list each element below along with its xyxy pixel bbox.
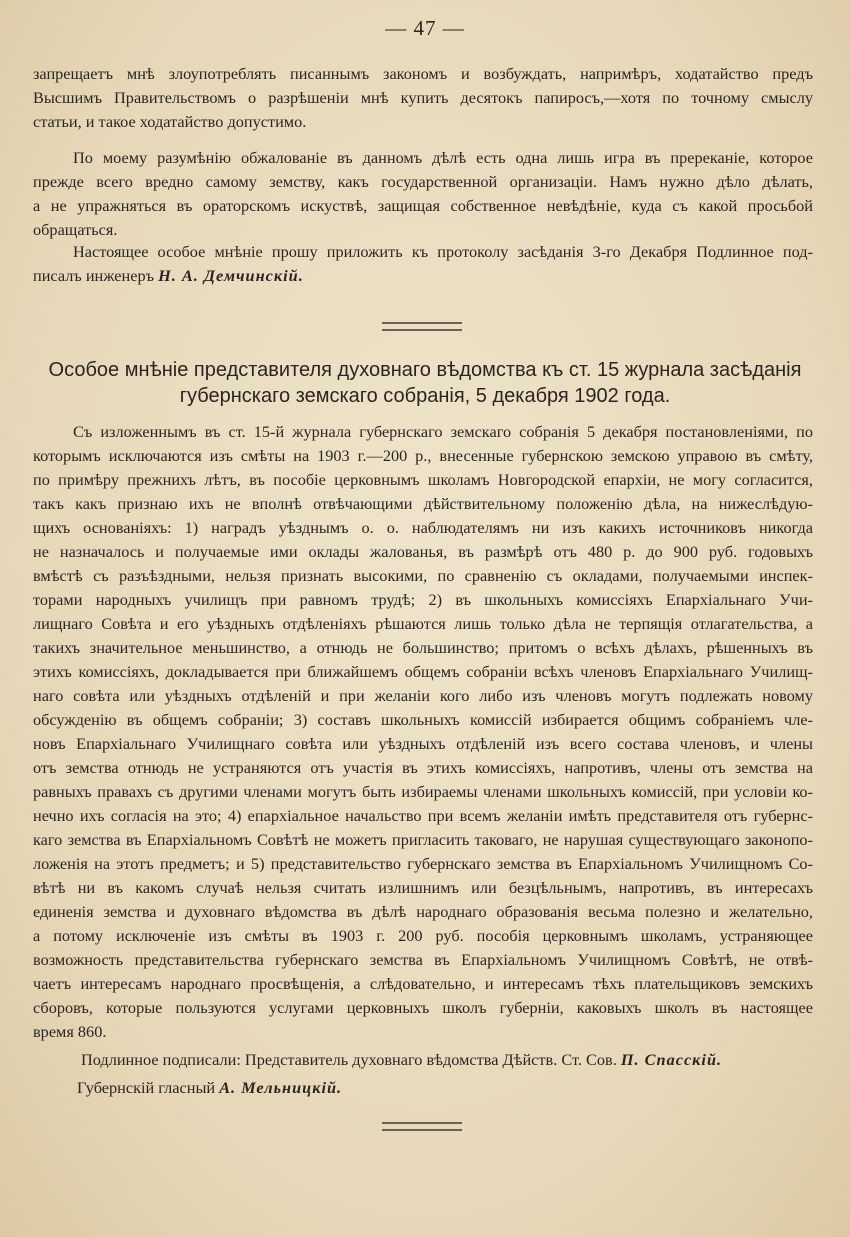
text-line: вѣтѣ ни въ какомъ случаѣ нельзя считать излишнимъ или безцѣльнымъ, напротивъ, въ интересахъ: [33, 878, 813, 897]
text-line: такъ какъ признаю ихъ не вполнѣ отвѣчающими дѣйствительному положенію дѣла, на нижеслѣдую-: [33, 494, 813, 513]
heading-line: губернскаго земскаго собранія, 5 декабря 1902 года.: [179, 385, 671, 407]
text-line: единенія земства и духовнаго вѣдомства въ дѣлѣ народнаго образованія весьма полезно и желательно,: [33, 902, 813, 921]
text-line: которымъ исключаются изъ смѣты на 1903 г.—200 р., внесенные губернскою земскою управою въ смѣту,: [33, 446, 813, 465]
text-line: обращаться.: [33, 220, 118, 239]
text-line: По моему разумѣнію обжалованіе въ данномъ дѣлѣ есть одна лишь игра въ пререканіе, которое: [73, 148, 813, 167]
text-line: прежде всего вредно самому земству, какъ государственной организаціи. Намъ нужно дѣло дѣлать,: [33, 172, 813, 191]
text-line: чаетъ интересамъ народнаго просвѣщенія, а слѣдовательно, и интересамъ тѣхъ плательщиковъ земскихъ: [33, 974, 813, 993]
main-body: [33, 420, 813, 1044]
text-line: отъ земства отнюдь не устраняются отъ участія въ этихъ комиссіяхъ, напротивъ, члены отъ земства на: [33, 758, 813, 777]
text-line: Настоящее особое мнѣніе прошу приложить къ протоколу засѣданія 3-го Декабря Подлинное под-: [73, 242, 813, 261]
text-line: возможность представительства губернскаго земства въ Епархіальномъ Училищномъ Совѣтѣ, не отвѣ-: [33, 950, 813, 969]
signature-name: Н. А. Демчинскій.: [158, 266, 304, 285]
text-line: статьи, и такое ходатайство допустимо.: [33, 112, 307, 131]
text-line: наго совѣта или уѣздныхъ отдѣленій и при желаніи кого либо изъ членовъ могутъ подлежать новому: [33, 686, 813, 705]
signature-line: [33, 1048, 813, 1072]
signature-line: [33, 1076, 813, 1100]
page-number: — 47 —: [385, 16, 465, 40]
text-line: равныхъ правахъ съ другими членами могутъ быть избираемы членами школьныхъ комиссій, при условіи ко-: [33, 782, 813, 801]
text-line: такихъ значительное меньшинство, а отнюдь не большинство; притомъ о всѣхъ дѣлахъ, рѣшенныхъ въ: [33, 638, 813, 657]
text-line: Съ изложеннымъ въ ст. 15-й журнала губернскаго земскаго собранія 5 декабря постановленіями, по: [73, 422, 813, 441]
text-line: ложенія на этотъ предметъ; и 5) представительство губернскаго земства въ Епархіальномъ Училищномъ Со-: [33, 854, 813, 873]
end-divider: [382, 1122, 462, 1131]
text-line: запрещаетъ мнѣ злоупотреблять писаннымъ закономъ и возбуждать, напримѣръ, ходатайство предъ: [33, 64, 813, 83]
text-line: сборовъ, которые пользуются услугами церковныхъ школъ губерніи, каковыхъ школъ въ настоящее: [33, 998, 813, 1017]
section-heading: [30, 357, 820, 409]
text-line: каго земства въ Епархіальномъ Совѣтѣ не можетъ пригласить таковаго, не нарушая существующаго законопо-: [33, 830, 813, 849]
paragraph-opinion: [33, 146, 813, 242]
signature-prefix: Подлинное подписали: Представитель духовнаго вѣдомства Дѣйств. Ст. Сов.: [81, 1050, 617, 1069]
heading-line: Особое мнѣніе представителя духовнаго вѣдомства къ ст. 15 журнала засѣданія: [48, 359, 802, 381]
text-line: торами народныхъ училищъ при равномъ трудѣ; 2) въ школьныхъ комиссіяхъ Епархіальнаго Учи-: [33, 590, 813, 609]
text-line: время 860.: [33, 1022, 107, 1041]
signature-name: А. Мельницкій.: [219, 1078, 343, 1097]
signature-prefix: Губернскій гласный: [77, 1078, 216, 1097]
text-line: нечно ихъ согласія на это; 4) епархіальное начальство при всемъ желаніи имѣть представителя отъ губернс-: [33, 806, 813, 825]
signed-by-text: писалъ инженеръ: [33, 266, 155, 285]
text-line: по примѣру прежнихъ лѣтъ, въ пособіе церковнымъ школамъ Новгородской епархіи, не могу согласится,: [33, 470, 813, 489]
text-line: обсужденію въ общемъ собраніи; 3) составъ школьныхъ комиссій избирается общимъ собраніемъ чле-: [33, 710, 813, 729]
text-line: [33, 264, 813, 288]
paragraph-continuation: [33, 62, 813, 134]
text-line: новъ Епархіальнаго Училищнаго совѣта или уѣздныхъ отдѣленій изъ всего состава членовъ, и члены: [33, 734, 813, 753]
text-line: Высшимъ Правительствомъ о разрѣшеніи мнѣ купить десятокъ папиросъ,—хотя по точному смыслу: [33, 88, 813, 107]
text-line: а не упражняться въ ораторскомъ искуствѣ, защищая собственное невѣдѣніе, куда съ какой просьбой: [33, 196, 813, 215]
text-line: а потому исключеніе изъ смѣты въ 1903 г. 200 руб. пособія церковнымъ школамъ, устраняющее: [33, 926, 813, 945]
signature-name: П. Спасскій.: [620, 1050, 723, 1069]
signatures-block: [33, 1048, 813, 1100]
text-line: лищнаго Совѣта и его уѣздныхъ отдѣленіяхъ рѣшаются лишь только дѣла не терпящія отлагательства, а: [33, 614, 813, 633]
text-line: не назначалось и получаемые ими оклады жалованья, въ размѣрѣ отъ 480 р. до 900 руб. годовыхъ: [33, 542, 813, 561]
paragraph-closing: [33, 240, 813, 288]
text-line: вмѣстѣ съ разъѣздными, нельзя признать высокими, по сравненію съ окладами, получаемыми инспек-: [33, 566, 813, 585]
text-line: щихъ основаніяхъ: 1) наградъ уѣзднымъ о. о. наблюдателямъ ни изъ какихъ источниковъ никогда: [33, 518, 813, 537]
text-line: этихъ комиссіяхъ, докладывается при ближайшемъ общемъ собраніи всѣхъ членовъ Епархіальнаго Училищ-: [33, 662, 813, 681]
section-divider: [382, 322, 462, 331]
